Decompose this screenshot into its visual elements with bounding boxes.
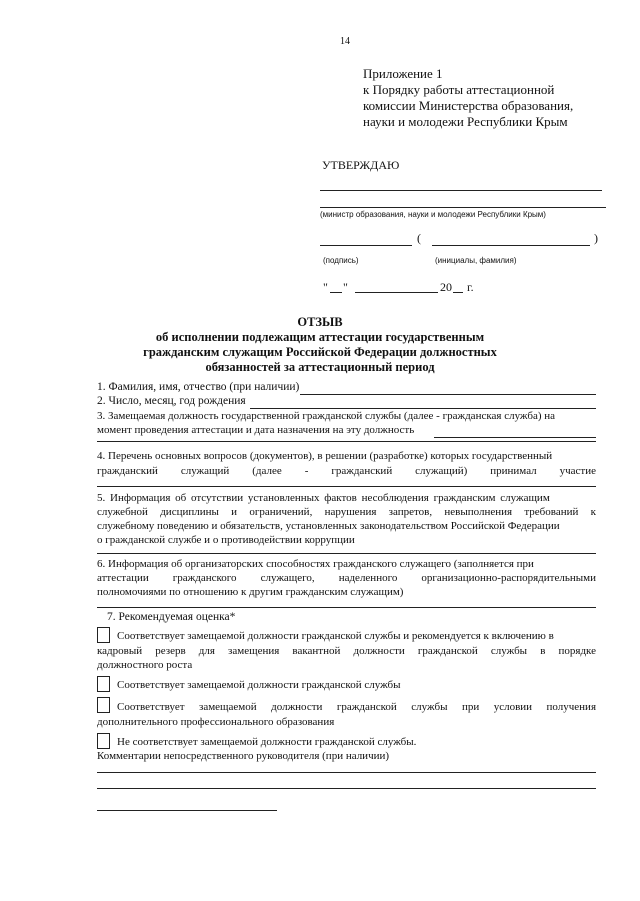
item-1-label: 1. Фамилия, имя, отчество (при наличии) <box>97 381 300 393</box>
doc-title: ОТЗЫВ <box>297 315 343 329</box>
option-1-line-2: кадровый резерв для замещения вакантной должности гражданской службы в порядке <box>97 645 596 657</box>
comments-field-1[interactable] <box>97 772 596 773</box>
date-quote-close: " <box>343 280 348 294</box>
option-1-checkbox[interactable] <box>97 627 110 643</box>
item-5-line-1: 5. Информация об отсутствии установленных фактов несоблюдения гражданским служащим <box>97 492 550 504</box>
option-1-line-1: Соответствует замещаемой должности гражданской службы и рекомендуется к включению в <box>117 630 554 642</box>
option-3-checkbox[interactable] <box>97 697 110 713</box>
minister-line <box>320 207 606 208</box>
option-4-label: Не соответствует замещаемой должности гражданской службы. <box>117 736 417 748</box>
approve-label: УТВЕРЖДАЮ <box>322 158 400 172</box>
item-3-field-b[interactable] <box>97 441 596 442</box>
title-line-1: об исполнении подлежащим аттестации государственным <box>155 330 485 344</box>
option-4-checkbox[interactable] <box>97 733 110 749</box>
close-paren: ) <box>594 231 598 245</box>
title-line-3: обязанностей за аттестационный период <box>205 360 435 374</box>
open-paren: ( <box>417 231 421 245</box>
item-4-field[interactable] <box>97 486 596 487</box>
item-4-line-1: 4. Перечень основных вопросов (документов), в решении (разработке) которых государственный <box>97 450 553 462</box>
signature-caption: (подпись) <box>323 256 359 265</box>
signature-line[interactable] <box>320 245 412 246</box>
comments-label: Комментарии непосредственного руководителя (при наличии) <box>97 750 390 762</box>
initials-caption: (инициалы, фамилия) <box>435 256 517 265</box>
title-line-2: гражданским служащим Российской Федерации должностных <box>143 345 497 359</box>
item-2-label: 2. Число, месяц, год рождения <box>97 395 246 407</box>
item-5-line-2: служебной дисциплины и ограничений, нарушения запретов, невыполнения требований к <box>97 506 596 518</box>
appendix-line-3: комиссии Министерства образования, <box>363 98 574 113</box>
option-2-checkbox[interactable] <box>97 676 110 692</box>
item-1-field[interactable] <box>300 394 596 395</box>
date-day-line[interactable] <box>330 292 342 293</box>
minister-caption: (министр образования, науки и молодежи Республики Крым) <box>320 210 546 219</box>
appendix-line-2: к Порядку работы аттестационной <box>363 82 555 97</box>
comments-field-2[interactable] <box>97 788 596 789</box>
item-6-line-1: 6. Информация об организаторских способностях гражданского служащего (заполняется при <box>97 558 534 570</box>
option-3-line-2: дополнительного профессионального образования <box>97 716 335 728</box>
item-6-line-3: полномочиями по отношению к другим гражданским служащим) <box>97 586 404 598</box>
page-number: 14 <box>340 36 350 47</box>
item-4-line-2: гражданский служащий (далее - гражданский служащий) принимал участие <box>97 465 596 477</box>
appendix-line-1: Приложение 1 <box>363 66 443 81</box>
date-suffix: г. <box>467 280 474 294</box>
date-quote-open: " <box>323 280 328 294</box>
item-6-line-2: аттестации гражданского служащего, наделенного организационно-распорядительными <box>97 572 596 584</box>
approve-top-line <box>320 190 602 191</box>
item-3-line-2: момент проведения аттестации и дата назначения на эту должность <box>97 424 415 436</box>
appendix-line-4: науки и молодежи Республики Крым <box>363 114 568 129</box>
item-5-line-4: о гражданской службе и о противодействии коррупции <box>97 534 355 546</box>
item-2-field[interactable] <box>250 408 596 409</box>
footnote-separator <box>97 810 277 811</box>
item-5-line-3: служебному поведению и обязательств, установленных законодательством Российской Федерации <box>97 520 560 532</box>
date-year-prefix: 20 <box>440 280 452 294</box>
item-5-field[interactable] <box>97 553 596 554</box>
item-6-field[interactable] <box>97 607 596 608</box>
option-3-line-1: Соответствует замещаемой должности гражданской службы при условии получения <box>117 701 596 713</box>
option-1-line-3: должностного роста <box>97 659 193 671</box>
initials-line[interactable] <box>432 245 590 246</box>
item-7-label: 7. Рекомендуемая оценка* <box>107 611 236 623</box>
date-year-line[interactable] <box>453 292 463 293</box>
item-3-line-1: 3. Замещаемая должность государственной гражданской службы (далее - гражданская служба) на <box>97 410 556 422</box>
option-2-label: Соответствует замещаемой должности гражданской службы <box>117 679 401 691</box>
item-3-field-a[interactable] <box>434 437 596 438</box>
date-month-line[interactable] <box>355 292 438 293</box>
